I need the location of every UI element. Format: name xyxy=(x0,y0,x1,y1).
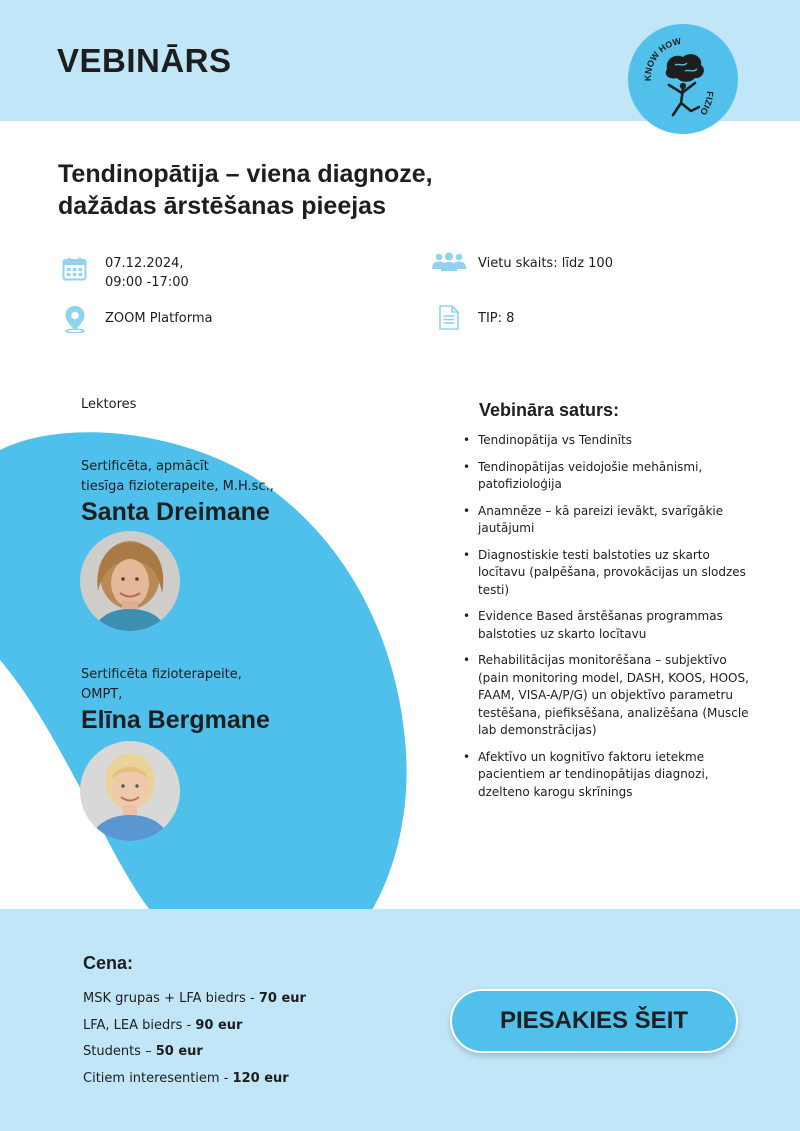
price-label: Students – xyxy=(83,1044,156,1059)
price-label: MSK grupas + LFA biedrs - xyxy=(83,991,259,1006)
title-line-1: Tendinopātija – viena diagnoze, xyxy=(58,160,433,188)
bullet: • xyxy=(463,433,471,447)
lecturer-photo xyxy=(80,741,180,841)
credential-line: OMPT, xyxy=(81,687,123,702)
credential-line: Sertificēta fizioterapeite, xyxy=(81,667,242,682)
price-value: 120 eur xyxy=(232,1071,289,1086)
price-value: 90 eur xyxy=(195,1018,243,1033)
bullet: • xyxy=(463,609,471,623)
lecturer-card xyxy=(81,457,401,527)
lecturer-credentials xyxy=(81,665,401,705)
list-item-text: Tendinopātijas veidojošie mehānismi, patofizioloģija xyxy=(478,459,703,491)
list-item xyxy=(463,459,753,494)
content-list xyxy=(463,432,753,810)
bullet: • xyxy=(463,547,471,562)
list-item-text: Diagnostiskie testi balstoties uz skarto locītavu (palpēšana, provokācijas un slodzes testi) xyxy=(478,547,746,597)
logo-text-top: KNOW HOW xyxy=(642,36,683,82)
title-line-2: dažādas ārstēšanas pieejas xyxy=(58,192,386,220)
price-value: 70 eur xyxy=(258,991,306,1006)
lecturer-name: Elīna Bergmane xyxy=(81,706,270,734)
list-item xyxy=(463,503,753,538)
content-title: Vebināra saturs: xyxy=(479,400,620,420)
list-item-text: Afektīvo un kognitīvo faktoru ietekme pacientiem ar tendinopātijas diagnozi, dzelteno karogu skrīnings xyxy=(478,749,709,799)
list-item xyxy=(463,608,753,643)
bullet: • xyxy=(463,749,471,764)
list-item-text: Anamnēze – kā pareizi ievākt, svarīgākie jautājumi xyxy=(478,503,724,535)
event-location: ZOOM Platforma xyxy=(105,311,213,326)
location-pin-icon xyxy=(63,305,87,333)
calendar-icon xyxy=(62,257,87,281)
bullet: • xyxy=(463,459,471,474)
lecturers-heading: Lektores xyxy=(81,397,137,412)
bullet: • xyxy=(463,503,471,518)
signup-button[interactable]: PIESAKIES ŠEIT xyxy=(450,989,738,1053)
page-title xyxy=(58,158,578,222)
people-icon xyxy=(432,252,466,272)
price-title: Cena: xyxy=(83,953,134,973)
price-row xyxy=(83,1044,203,1059)
list-item-text: Tendinopātija vs Tendinīts xyxy=(478,433,632,447)
price-value: 50 eur xyxy=(155,1044,203,1059)
list-item-text: Rehabilitācijas monitorēšana – subjektīvo (pain monitoring model, DASH, KOOS, HOOS, FAAM, VISA-A/P/G) un objektīvo parametru testēšana, piefiksēšana, analizēšana (Muscle lab demonstrācijas) xyxy=(478,653,749,737)
lecturer-credentials xyxy=(81,457,401,497)
lecturer-photo xyxy=(80,531,180,631)
price-label: LFA, LEA biedrs - xyxy=(83,1018,196,1033)
lecturer-name: Santa Dreimane xyxy=(81,498,270,526)
list-item xyxy=(463,749,753,802)
list-item xyxy=(463,652,753,740)
bullet: • xyxy=(463,653,471,667)
event-date xyxy=(105,254,189,292)
lecturer-card xyxy=(81,665,401,735)
price-row xyxy=(83,1018,242,1033)
tip-points: TIP: 8 xyxy=(478,311,515,326)
price-label: Citiem interesentiem - xyxy=(83,1071,233,1086)
document-icon xyxy=(439,305,459,330)
seat-count: Vietu skaits: līdz 100 xyxy=(478,256,613,271)
event-date-line: 07.12.2024, xyxy=(105,256,184,271)
webinar-label: VEBINĀRS xyxy=(57,42,232,79)
list-item xyxy=(463,547,753,600)
list-item xyxy=(463,432,753,450)
credential-line: Sertificēta, apmācīt xyxy=(81,459,209,474)
event-time-line: 09:00 -17:00 xyxy=(105,275,189,290)
list-item-text: Evidence Based ārstēšanas programmas balstoties uz skarto locītavu xyxy=(478,609,723,641)
logo xyxy=(627,23,739,141)
price-row xyxy=(83,1071,289,1086)
logo-text-side: FIZIO xyxy=(697,90,716,117)
price-row xyxy=(83,991,306,1006)
credential-line: tiesīga fizioterapeite, M.H.sc., xyxy=(81,479,274,494)
